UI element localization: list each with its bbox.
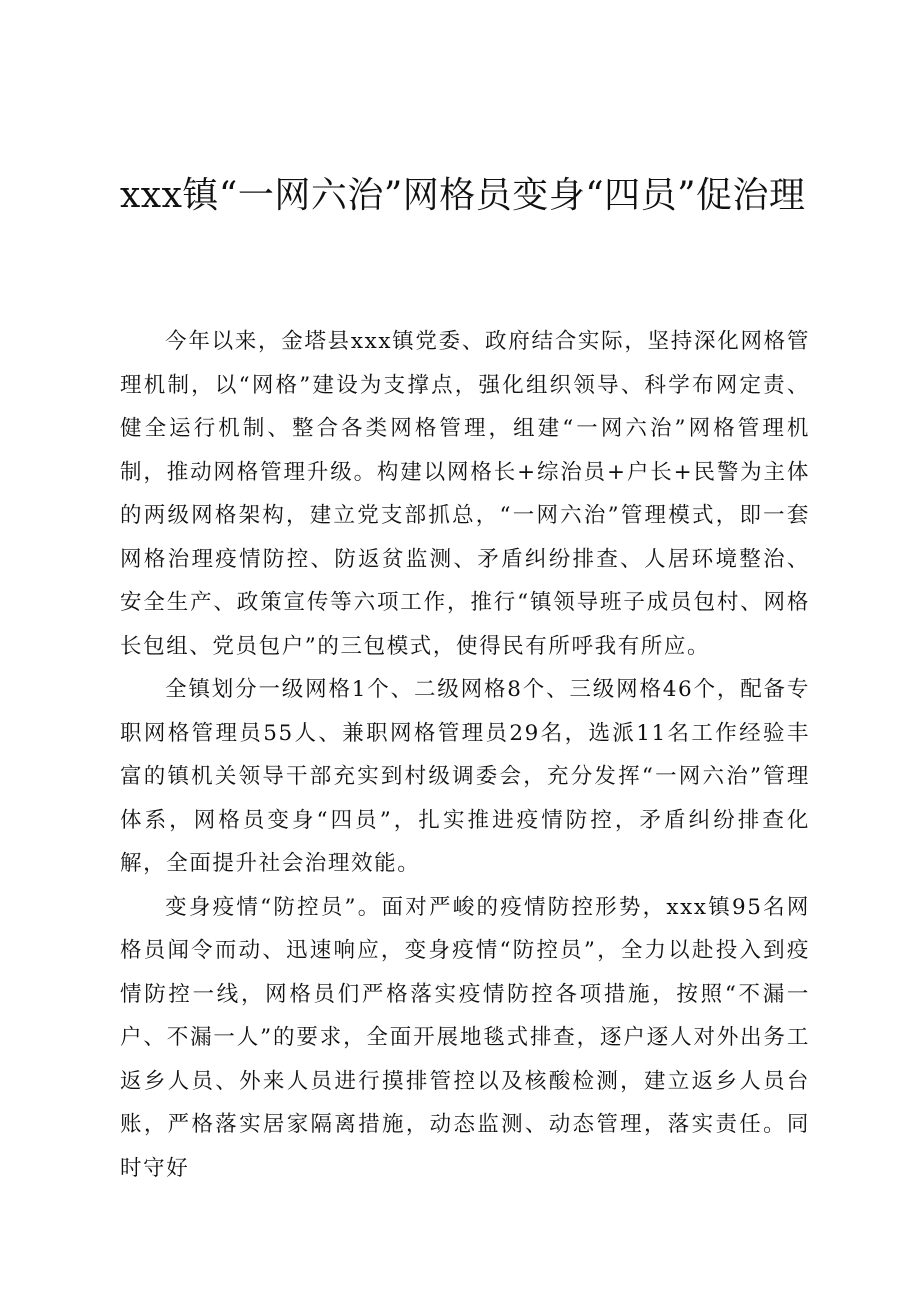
document-title: xxx镇“一网六治”网格员变身“四员”促治理 xyxy=(120,175,806,216)
paragraph-intro: 今年以来，金塔县xxx镇党委、政府结合实际，坚持深化网格管理机制，以“网格”建设为支撑点，强化组织领导、科学布网定责、健全运行机制、整合各类网格管理，组建“一网六治”网格管理机制，推动网格管理升级。构建以网格长+综治员+户长+民警为主体的两级网格架构，建立党支部抓总，“一网六治”管理模式，即一套网格治理疫情防控、防返贫监测、矛盾纠纷排查、人居环境整治、安全生产、政策宣传等六项工作，推行“镇领导班子成员包村、网格长包组、党员包户”的三包模式，使得民有所呼我有所应。 xyxy=(120,329,810,659)
paragraph-epidemic-control: 变身疫情“防控员”。面对严峻的疫情防控形势，xxx镇95名网格员闻令而动、迅速响应，变身疫情“防控员”，全力以赴投入到疫情防控一线，网格员们严格落实疫情防控各项措施，按照“不漏一户、不漏一人”的要求，全面开展地毯式排查，逐户逐人对外出务工返乡人员、外来人员进行摸排管控以及核酸检测，建立返乡人员台账，严格落实居家隔离措施，动态监测、动态管理，落实责任。同时守好 xyxy=(120,894,810,1181)
paragraph-grid-statistics: 全镇划分一级网格1个、二级网格8个、三级网格46个，配备专职网格管理员55人、兼职网格管理员29名，选派11名工作经验丰富的镇机关领导干部充实到村级调委会，充分发挥“一网六治”管理体系，网格员变身“四员”，扎实推进疫情防控，矛盾纠纷排查化解，全面提升社会治理效能。 xyxy=(120,677,810,876)
document-body xyxy=(120,320,810,1190)
